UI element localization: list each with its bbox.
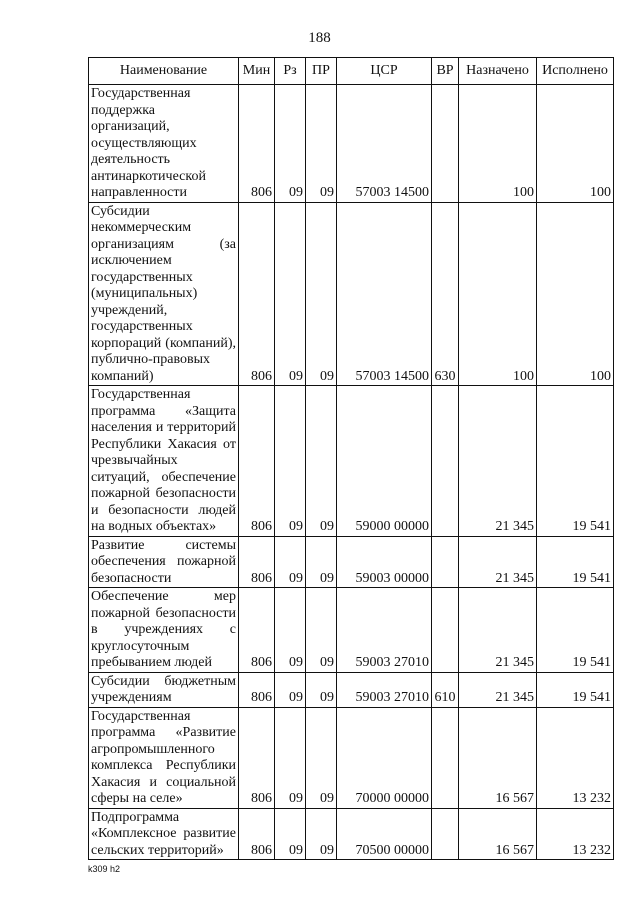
row-executed: 13 232 <box>537 707 614 808</box>
row-pr: 09 <box>306 808 337 860</box>
row-vr <box>432 85 459 203</box>
row-name: Субсидии некоммерческим организациям (за исключением государственных (муниципальных) учреждений, государственных корпораций (компаний), публично-правовых компаний) <box>89 202 239 386</box>
header-executed: Исполнено <box>537 58 614 85</box>
table-row <box>89 808 614 860</box>
row-name: Обеспечение мер пожарной безопасности в учреждениях с круглосуточным пребыванием людей <box>89 588 239 673</box>
row-assigned: 16 567 <box>459 808 537 860</box>
table-row <box>89 707 614 808</box>
row-name: Государственная программа «Защита населения и территорий Республики Хакасия от чрезвычайных ситуаций, обеспечение пожарной безопасности и безопасности людей на водных объектах» <box>89 386 239 537</box>
table-row <box>89 588 614 673</box>
row-rz: 09 <box>275 672 306 707</box>
row-executed: 13 232 <box>537 808 614 860</box>
row-vr <box>432 707 459 808</box>
header-rz: Рз <box>275 58 306 85</box>
row-min: 806 <box>239 85 275 203</box>
row-pr: 09 <box>306 707 337 808</box>
row-name: Государственная программа «Развитие агропромышленного комплекса Республики Хакасия и социальной сферы на селе» <box>89 707 239 808</box>
row-min: 806 <box>239 672 275 707</box>
table-row <box>89 202 614 386</box>
table-header-row <box>89 58 614 85</box>
header-assigned: Назначено <box>459 58 537 85</box>
row-assigned: 21 345 <box>459 588 537 673</box>
row-csr: 59003 27010 <box>337 672 432 707</box>
row-csr: 57003 14500 <box>337 85 432 203</box>
header-vr: ВР <box>432 58 459 85</box>
table-row <box>89 386 614 537</box>
table-row <box>89 85 614 203</box>
row-assigned: 100 <box>459 202 537 386</box>
row-rz: 09 <box>275 386 306 537</box>
row-name: Развитие системы обеспечения пожарной безопасности <box>89 536 239 588</box>
page-number: 188 <box>308 30 331 46</box>
row-assigned: 16 567 <box>459 707 537 808</box>
row-rz: 09 <box>275 85 306 203</box>
row-executed: 100 <box>537 202 614 386</box>
row-executed: 19 541 <box>537 672 614 707</box>
row-vr: 630 <box>432 202 459 386</box>
row-csr: 57003 14500 <box>337 202 432 386</box>
row-vr <box>432 386 459 537</box>
row-vr <box>432 536 459 588</box>
row-name: Государственная поддержка организаций, осуществляющих деятельность антинаркотической направленности <box>89 85 239 203</box>
row-assigned: 21 345 <box>459 536 537 588</box>
row-vr <box>432 588 459 673</box>
document-code: k309 h2 <box>88 864 121 874</box>
row-assigned: 100 <box>459 85 537 203</box>
row-rz: 09 <box>275 202 306 386</box>
row-executed: 19 541 <box>537 588 614 673</box>
row-pr: 09 <box>306 202 337 386</box>
header-min: Мин <box>239 58 275 85</box>
row-csr: 59000 00000 <box>337 386 432 537</box>
row-assigned: 21 345 <box>459 386 537 537</box>
row-min: 806 <box>239 202 275 386</box>
budget-table <box>88 57 614 860</box>
table-row <box>89 672 614 707</box>
row-csr: 59003 27010 <box>337 588 432 673</box>
row-rz: 09 <box>275 536 306 588</box>
row-rz: 09 <box>275 707 306 808</box>
row-csr: 59003 00000 <box>337 536 432 588</box>
row-pr: 09 <box>306 588 337 673</box>
row-assigned: 21 345 <box>459 672 537 707</box>
row-csr: 70500 00000 <box>337 808 432 860</box>
table-row <box>89 536 614 588</box>
header-csr: ЦСР <box>337 58 432 85</box>
row-name: Подпрограмма «Комплексное развитие сельских территорий» <box>89 808 239 860</box>
row-rz: 09 <box>275 808 306 860</box>
row-executed: 19 541 <box>537 536 614 588</box>
row-executed: 19 541 <box>537 386 614 537</box>
row-vr <box>432 808 459 860</box>
row-pr: 09 <box>306 672 337 707</box>
row-min: 806 <box>239 386 275 537</box>
row-name: Субсидии бюджетным учреждениям <box>89 672 239 707</box>
row-min: 806 <box>239 707 275 808</box>
row-executed: 100 <box>537 85 614 203</box>
row-csr: 70000 00000 <box>337 707 432 808</box>
header-name: Наименование <box>89 58 239 85</box>
row-min: 806 <box>239 536 275 588</box>
row-pr: 09 <box>306 386 337 537</box>
header-pr: ПР <box>306 58 337 85</box>
row-min: 806 <box>239 588 275 673</box>
row-rz: 09 <box>275 588 306 673</box>
row-min: 806 <box>239 808 275 860</box>
row-pr: 09 <box>306 85 337 203</box>
row-pr: 09 <box>306 536 337 588</box>
row-vr: 610 <box>432 672 459 707</box>
